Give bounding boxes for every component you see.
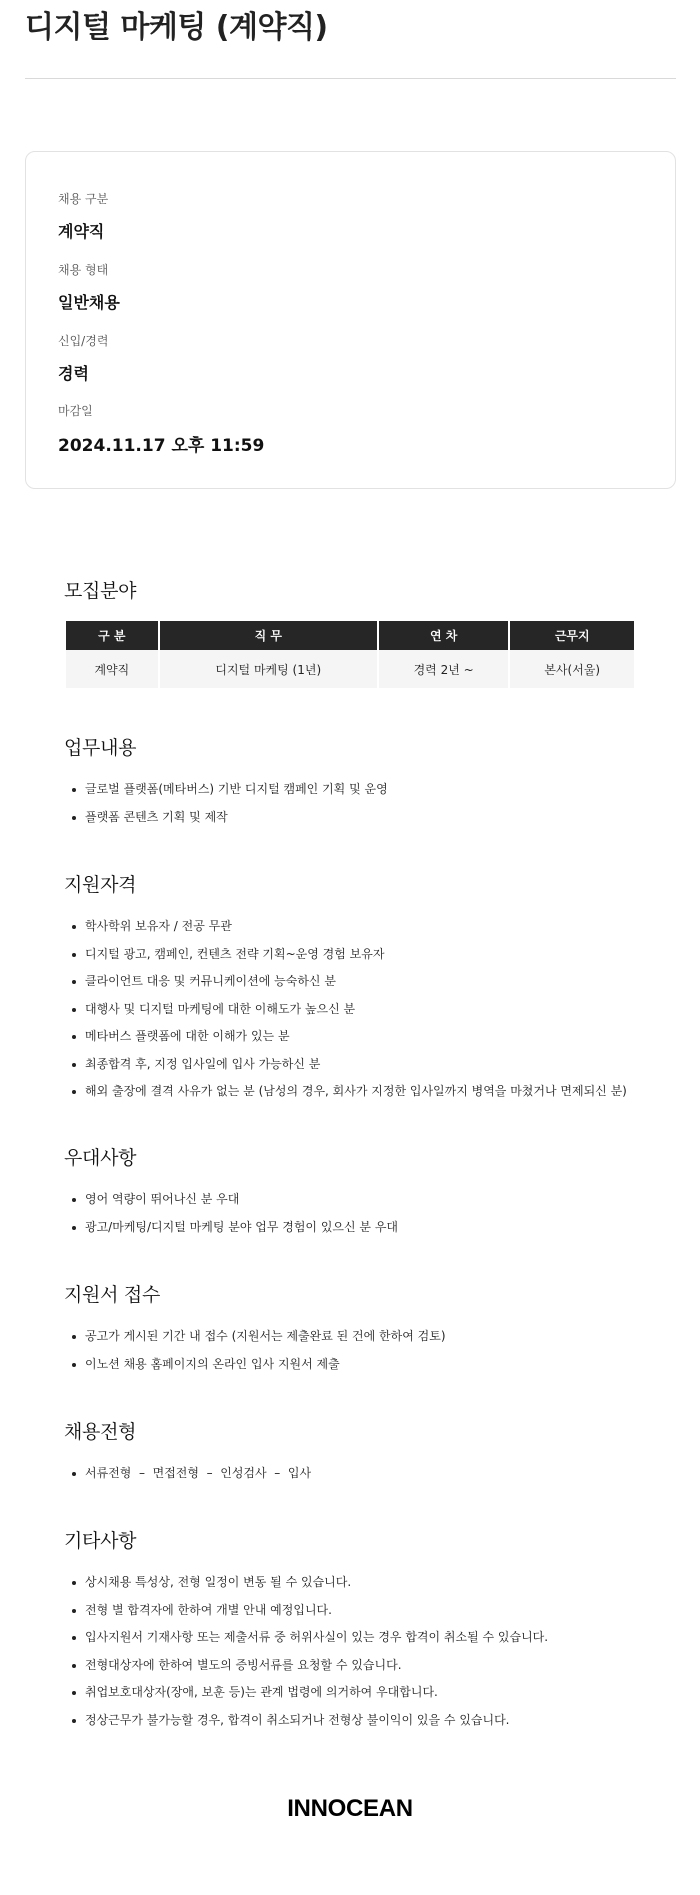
list-item: 클라이언트 대응 및 커뮤니케이션에 능숙하신 분 (64, 973, 627, 1001)
column-header-category: 구 분 (66, 621, 158, 650)
title-divider (25, 78, 676, 79)
info-label: 신입/경력 (58, 334, 109, 348)
recruit-table (64, 621, 636, 688)
table-header-row (66, 621, 634, 650)
info-value: 경력 (58, 364, 89, 383)
info-deadline (58, 402, 264, 456)
info-employment-type (58, 261, 120, 313)
section-title-preferred: 우대사항 (64, 1147, 137, 1169)
list-item: 공고가 게시된 기간 내 접수 (지원서는 제출완료 된 건에 한하여 검토) (64, 1328, 446, 1356)
list-item: 이노션 채용 홈페이지의 온라인 입사 지원서 제출 (64, 1356, 446, 1384)
section-title-process: 채용전형 (64, 1421, 137, 1443)
deadline-value: 2024.11.17 오후 11:59 (58, 436, 265, 456)
section-title-application: 지원서 접수 (64, 1284, 161, 1306)
table-row (66, 650, 634, 688)
section-title-qualifications: 지원자격 (64, 874, 137, 896)
qualifications-list (64, 918, 627, 1111)
duties-list (64, 781, 388, 836)
etc-list (64, 1574, 548, 1739)
list-item: 글로벌 플랫폼(메타버스) 기반 디지털 캠페인 기획 및 운영 (64, 781, 388, 809)
list-item: 영어 역량이 뛰어나신 분 우대 (64, 1191, 398, 1219)
info-value: 계약직 (58, 222, 105, 241)
list-item: 메타버스 플랫폼에 대한 이해가 있는 분 (64, 1028, 627, 1056)
list-item: 플랫폼 콘텐츠 기획 및 제작 (64, 809, 388, 837)
info-label: 마감일 (58, 404, 93, 418)
column-header-experience: 연 차 (379, 621, 509, 650)
job-summary-card (25, 151, 676, 489)
section-title-duties: 업무내용 (64, 737, 137, 759)
cell-experience: 경력 2년 ~ (379, 650, 509, 688)
innocean-logo: INNOCEAN (287, 1795, 413, 1822)
list-item: 정상근무가 불가능할 경우, 합격이 취소되거나 전형상 불이익이 있을 수 있습니다. (64, 1712, 548, 1740)
list-item: 전형 별 합격자에 한하여 개별 안내 예정입니다. (64, 1602, 548, 1630)
list-item: 최종합격 후, 지정 입사일에 입사 가능하신 분 (64, 1056, 627, 1084)
list-item: 입사지원서 기재사항 또는 제출서류 중 허위사실이 있는 경우 합격이 취소될 수 있습니다. (64, 1629, 548, 1657)
cell-location: 본사(서울) (510, 650, 634, 688)
list-item: 학사학위 보유자 / 전공 무관 (64, 918, 627, 946)
application-list (64, 1328, 446, 1383)
column-header-job: 직 무 (160, 621, 377, 650)
cell-job: 디지털 마케팅 (1년) (160, 650, 377, 688)
preferred-list (64, 1191, 398, 1246)
list-item: 취업보호대상자(장애, 보훈 등)는 관계 법령에 의거하여 우대합니다. (64, 1684, 548, 1712)
info-label: 채용 형태 (58, 263, 109, 277)
column-header-location: 근무지 (510, 621, 634, 650)
info-employment-category (58, 190, 108, 242)
list-item: 상시채용 특성상, 전형 일정이 변동 될 수 있습니다. (64, 1574, 548, 1602)
list-item: 해외 출장에 결격 사유가 없는 분 (남성의 경우, 회사가 지정한 입사일까지 병역을 마쳤거나 면제되신 분) (64, 1083, 627, 1111)
list-item: 디지털 광고, 캠페인, 컨텐츠 전략 기획~운영 경험 보유자 (64, 946, 627, 974)
section-title-etc: 기타사항 (64, 1530, 137, 1552)
info-career-level (58, 332, 108, 384)
info-value: 일반채용 (58, 293, 120, 312)
list-item: 광고/마케팅/디지털 마케팅 분야 업무 경험이 있으신 분 우대 (64, 1219, 398, 1247)
info-label: 채용 구분 (58, 192, 109, 206)
page-title: 디지털 마케팅 (계약직) (25, 10, 328, 45)
cell-category: 계약직 (66, 650, 158, 688)
section-title-recruit: 모집분야 (64, 580, 137, 602)
process-list (64, 1465, 311, 1493)
list-item: 전형대상자에 한하여 별도의 증빙서류를 요청할 수 있습니다. (64, 1657, 548, 1685)
list-item: 서류전형 – 면접전형 – 인성검사 – 입사 (64, 1465, 311, 1493)
list-item: 대행사 및 디지털 마케팅에 대한 이해도가 높으신 분 (64, 1001, 627, 1029)
